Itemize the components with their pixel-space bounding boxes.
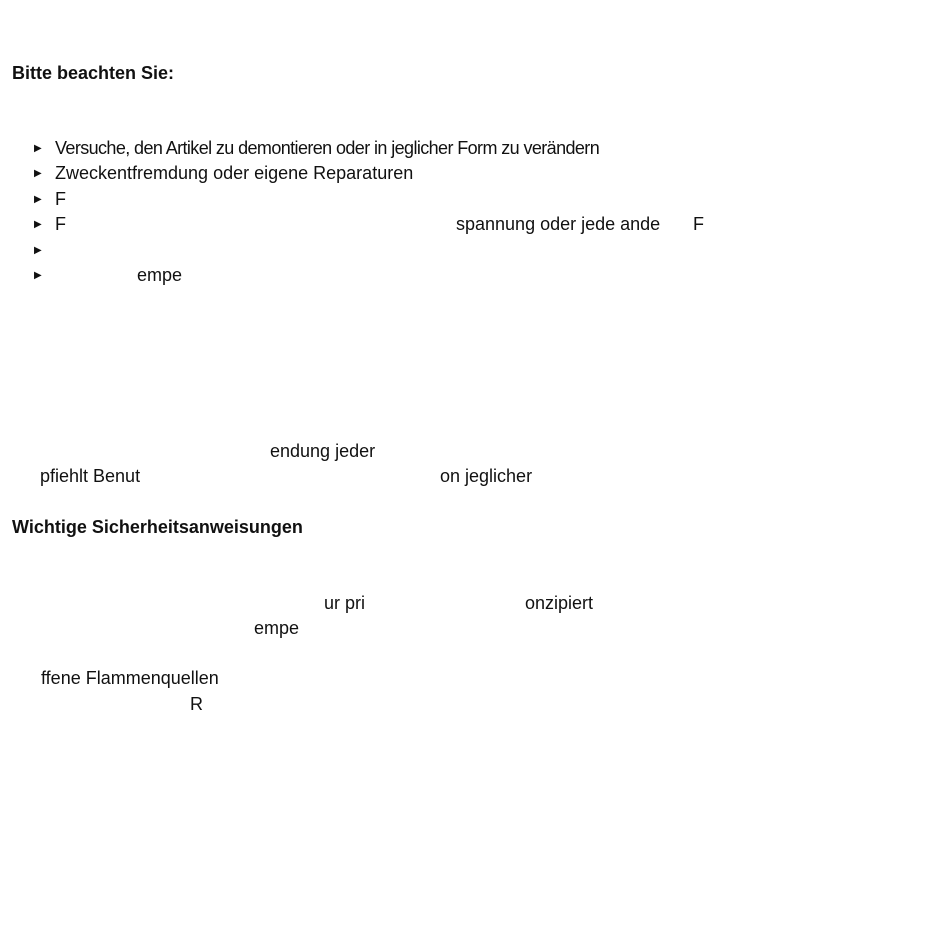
notice-text-fragment: endung jeder	[270, 441, 376, 461]
bullet-text-fragment: F	[693, 214, 704, 235]
triangle-right-icon: ▶	[34, 244, 42, 256]
triangle-right-icon: ▶	[34, 193, 42, 205]
notice-heading: Bitte beachten Sie:	[12, 63, 175, 83]
safety-text-fragment: R	[190, 694, 203, 714]
list-item	[34, 187, 914, 212]
bullet-text: Zweckentfremdung oder eigene Reparaturen	[55, 163, 414, 184]
triangle-right-icon: ▶	[34, 269, 42, 281]
bullet-text-fragment: spannung oder jede ande	[456, 214, 661, 235]
safety-text-fragment: ur pri	[324, 593, 366, 613]
safety-text-fragment: onzipiert	[525, 593, 594, 613]
bullet-text-fragment: empe	[137, 264, 183, 285]
safety-heading: Wichtige Sicherheitsanweisungen	[12, 517, 303, 537]
triangle-right-icon: ▶	[34, 168, 42, 180]
list-item	[34, 238, 914, 263]
list-item	[34, 136, 914, 161]
list-item	[34, 263, 914, 288]
safety-text-fragment: empe	[254, 618, 300, 638]
notice-bullet-list	[34, 136, 914, 288]
bullet-text: F	[55, 214, 66, 235]
bullet-text: Versuche, den Artikel zu demontieren oder in jeglicher Form zu verändern	[55, 138, 600, 158]
list-item	[34, 212, 914, 237]
bullet-text: F	[55, 188, 66, 209]
triangle-right-icon: ▶	[34, 143, 42, 154]
safety-text-fragment: ffene Flammenquellen	[41, 668, 219, 688]
notice-text-fragment: pfiehlt Benut	[40, 466, 141, 486]
list-item	[34, 161, 914, 186]
notice-text-fragment: on jeglicher	[440, 466, 533, 486]
triangle-right-icon: ▶	[34, 219, 42, 231]
